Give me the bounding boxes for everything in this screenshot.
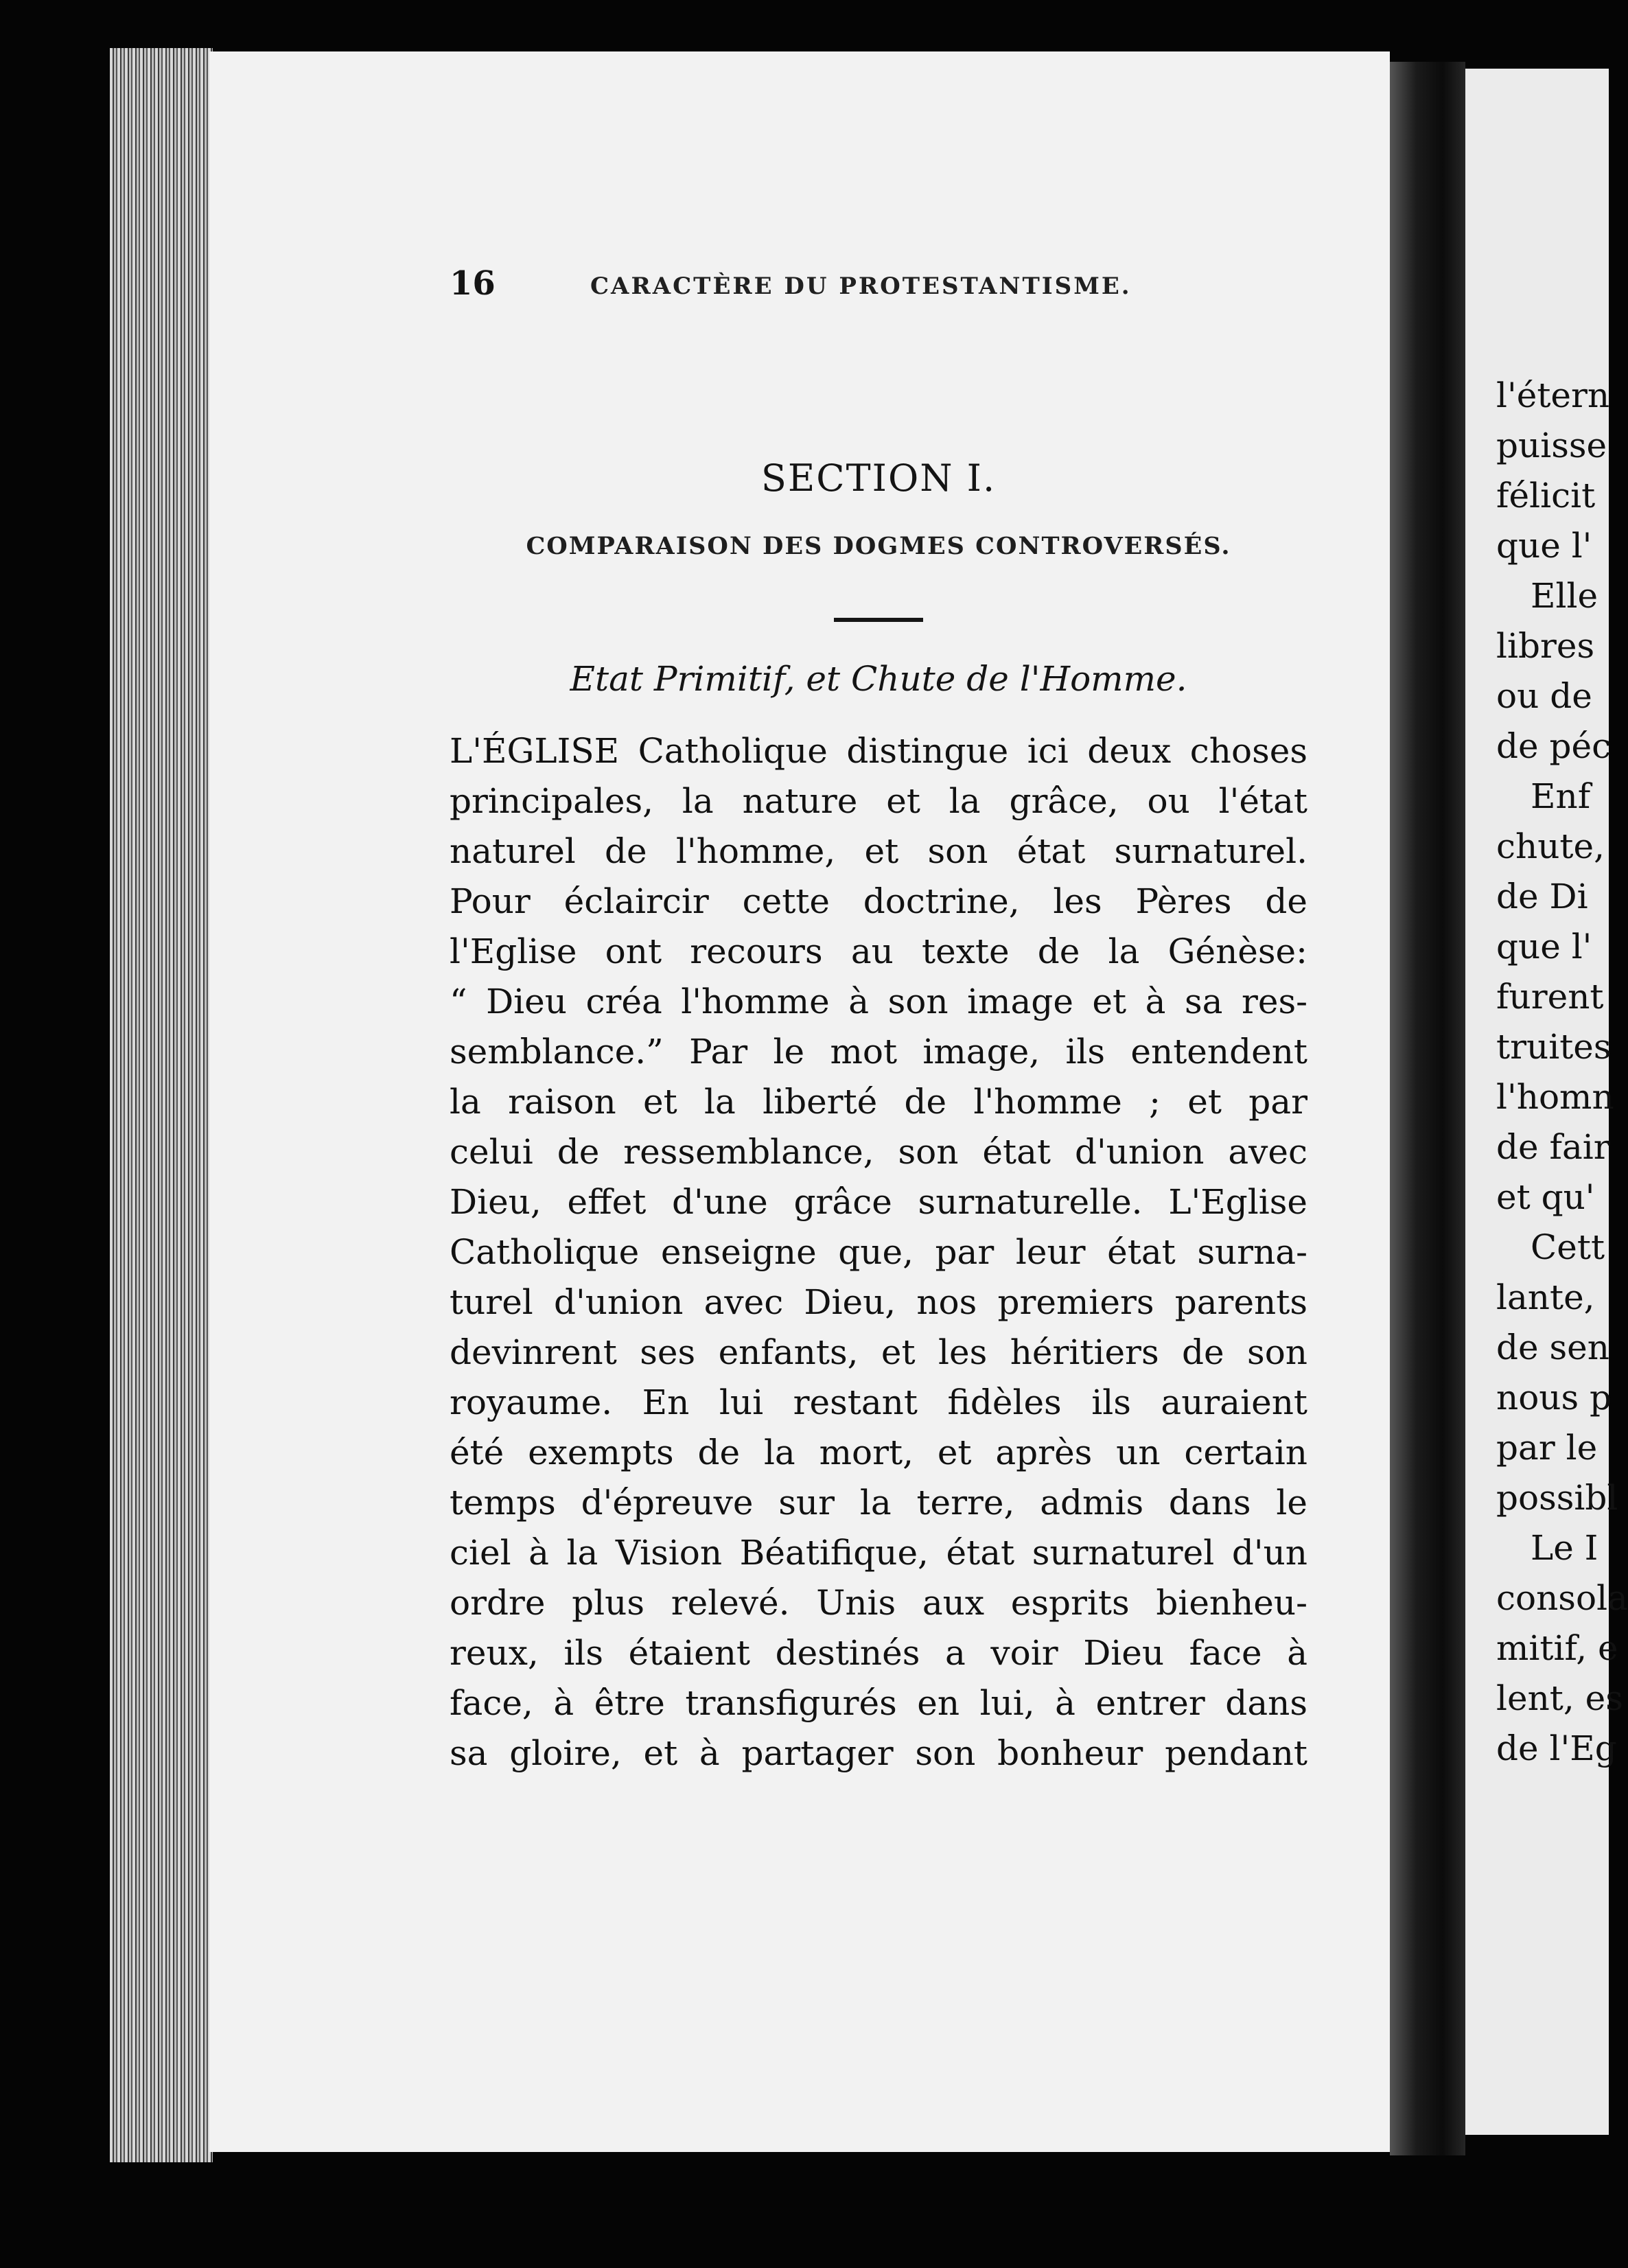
page-number: 16: [450, 264, 496, 303]
right-page-line: ou de: [1496, 676, 1592, 716]
body-line: naturel de l'homme, et son état surnaturel.: [450, 831, 1307, 871]
body-line: Catholique enseigne que, par leur état surna-: [450, 1232, 1307, 1272]
title-rule: [834, 618, 923, 622]
right-page-line: possibl: [1496, 1478, 1618, 1518]
body-line: L'ÉGLISE Catholique distingue ici deux choses: [450, 731, 1307, 771]
body-line: royaume. En lui restant fidèles ils auraient: [450, 1382, 1307, 1422]
section-title: SECTION I.: [760, 456, 997, 500]
right-page-line: Le I: [1531, 1528, 1598, 1568]
right-page-line: consola: [1496, 1578, 1628, 1618]
running-title: CARACTÈRE DU PROTESTANTISME.: [590, 273, 1132, 300]
body-line: face, à être transfigurés en lui, à entrer dans: [450, 1683, 1307, 1723]
right-page-line: Enf: [1531, 776, 1591, 816]
right-page-line: que l': [1496, 526, 1592, 566]
right-page-line: de sen: [1496, 1328, 1609, 1367]
body-line: l'Eglise ont recours au texte de la Génèse:: [450, 931, 1307, 971]
right-page-line: et qu': [1496, 1177, 1595, 1217]
right-page-line: de fair: [1496, 1127, 1610, 1167]
body-line: celui de ressemblance, son état d'union avec: [450, 1132, 1307, 1172]
right-page-line: libres: [1496, 626, 1595, 666]
body-line: semblance.” Par le mot image, ils entendent: [450, 1032, 1307, 1072]
right-page-line: que l': [1496, 927, 1592, 967]
right-page-text: [1496, 371, 1628, 1774]
right-page-line: l'homn: [1496, 1077, 1614, 1117]
right-page-line: félicit: [1496, 476, 1596, 516]
right-page-line: de Di: [1496, 877, 1588, 916]
right-page-line: furent: [1496, 977, 1604, 1017]
right-page-line: Cett: [1531, 1227, 1605, 1267]
right-page-line: par le: [1496, 1428, 1598, 1468]
body-line: reux, ils étaient destinés a voir Dieu face à: [450, 1633, 1307, 1673]
subheading: Etat Primitif, et Chute de l'Homme.: [570, 659, 1187, 699]
body-line: ciel à la Vision Béatifique, état surnaturel d'un: [450, 1533, 1307, 1573]
body-text: [450, 726, 1307, 1779]
body-line: Pour éclaircir cette doctrine, les Pères de: [450, 881, 1307, 921]
right-page-line: lante,: [1496, 1277, 1595, 1317]
book-gutter: [1390, 62, 1465, 2155]
body-line: temps d'épreuve sur la terre, admis dans le: [450, 1483, 1307, 1523]
right-page-line: de l'Eg: [1496, 1728, 1617, 1768]
body-line: sa gloire, et à partager son bonheur pendant: [450, 1733, 1307, 1773]
body-line: turel d'union avec Dieu, nos premiers parents: [450, 1282, 1307, 1322]
body-line: été exempts de la mort, et après un certain: [450, 1433, 1307, 1472]
body-line: “ Dieu créa l'homme à son image et à sa res-: [450, 982, 1307, 1021]
body-line: devinrent ses enfants, et les héritiers de son: [450, 1332, 1307, 1372]
body-line: ordre plus relevé. Unis aux esprits bienheu-: [450, 1583, 1307, 1623]
right-page-line: lent, es: [1496, 1678, 1623, 1718]
right-page-line: puisse: [1496, 426, 1607, 465]
right-page-line: Elle: [1531, 576, 1598, 616]
right-page-line: de péc: [1496, 726, 1612, 766]
body-line: principales, la nature et la grâce, ou l'état: [450, 781, 1307, 821]
page-edges: [110, 48, 213, 2162]
section-subtitle: COMPARAISON DES DOGMES CONTROVERSÉS.: [526, 532, 1231, 560]
right-page-line: nous p: [1496, 1378, 1612, 1418]
right-page-line: chute,: [1496, 826, 1605, 866]
page-header: [450, 264, 1273, 312]
right-page-line: truites: [1496, 1027, 1612, 1067]
right-page-line: l'étern: [1496, 375, 1610, 415]
body-line: Dieu, effet d'une grâce surnaturelle. L'Eglise: [450, 1182, 1307, 1222]
right-page-line: mitif, e: [1496, 1628, 1618, 1668]
body-line: la raison et la liberté de l'homme ; et par: [450, 1082, 1307, 1122]
